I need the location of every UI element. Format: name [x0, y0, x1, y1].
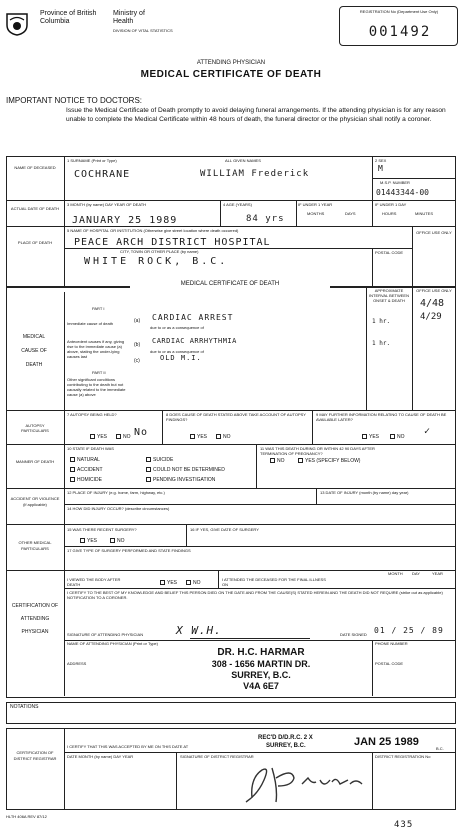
physician-address-stamp-2: SURREY, B.C. [231, 670, 291, 680]
notice-body: Issue the Medical Certificate of Death promptly to avoid delaying funeral arrangements. If the attending physician is for any reason unable to complete the Medical Certificate within 48 hours of death, the funeral director or the physician shall notify a coroner. [66, 107, 446, 123]
received-stamp-city: SURREY, B.C. [266, 743, 306, 749]
notations-box [6, 702, 456, 724]
age-value: 84 yrs [246, 214, 285, 224]
hospital-value: PEACE ARCH DISTRICT HOSPITAL [74, 237, 271, 248]
pregnancy-no[interactable]: NO [270, 458, 285, 464]
further-info-yes[interactable]: YES [362, 434, 379, 440]
medical-cause-section: MEDICAL CAUSE OF DEATH [21, 334, 47, 368]
ministry-label: Ministry of Health [113, 10, 145, 25]
date-of-death-section: ACTUAL DATE OF DEATH [10, 206, 60, 211]
registration-number: 001492 [368, 24, 432, 40]
physician-name-stamp: DR. H.C. HARMAR [217, 647, 305, 658]
sex-value: M [378, 164, 384, 173]
autopsy-section: AUTOPSY PARTICULARS [21, 423, 49, 433]
autopsy-findings-no[interactable]: NO [216, 434, 231, 440]
surgery-no[interactable]: NO [110, 538, 125, 544]
form-subtitle: ATTENDING PHYSICIAN [196, 60, 266, 66]
cause-heading: MEDICAL CERTIFICATE OF DEATH [130, 281, 330, 288]
manner-section: MANNER OF DEATH [15, 459, 55, 464]
surname-value: COCHRANE [74, 169, 131, 180]
manner-accident[interactable]: ACCIDENT [70, 467, 103, 473]
cause-a-value: CARDIAC ARREST [152, 313, 234, 322]
interval-b-value: 1 hr. [372, 340, 391, 347]
physician-address-stamp-3: V4A 6E7 [243, 681, 279, 691]
place-of-death-section: PLACE OF DEATH [17, 240, 53, 245]
division-label: DIVISION OF VITAL STATISTICS [113, 28, 173, 33]
city-value: WHITE ROCK, B.C. [84, 256, 229, 267]
msp-number-value: 01443344-00 [376, 188, 429, 197]
registrar-signature [232, 758, 372, 806]
viewed-body-yes[interactable]: YES [160, 580, 177, 586]
autopsy-answer: No [134, 427, 149, 438]
form-number: HLTH 406A REV 87/12 [6, 814, 47, 819]
physician-signature: X W.H. [176, 624, 222, 637]
name-of-deceased-section: NAME OF DECEASED [14, 165, 56, 170]
further-info-answer: ✓ [424, 426, 432, 437]
pregnancy-yes[interactable]: YES (SPECIFY BELOW) [298, 458, 360, 464]
manner-pending[interactable]: PENDING INVESTIGATION [146, 477, 215, 483]
province-label: Province of British Columbia [40, 10, 97, 25]
date-of-death-value: JANUARY 25 1989 [72, 215, 178, 226]
other-medical-section: OTHER MEDICAL PARTICULARS [18, 540, 52, 551]
page-mark: 435 [394, 820, 414, 830]
autopsy-yes[interactable]: YES [90, 434, 107, 440]
cause-b-value: CARDIAC ARRHYTHMIA [152, 337, 237, 345]
given-names-value: WILLIAM Frederick [200, 169, 310, 179]
office-code-2: 4/29 [420, 312, 442, 322]
autopsy-findings-yes[interactable]: YES [190, 434, 207, 440]
physician-address-stamp-1: 308 - 1656 MARTIN DR. [211, 659, 311, 669]
manner-natural[interactable]: NATURAL [70, 457, 100, 463]
manner-undetermined[interactable]: COULD NOT BE DETERMINED [146, 467, 225, 473]
bc-crest-logo [6, 12, 28, 36]
form-title: MEDICAL CERTIFICATE OF DEATH [140, 69, 322, 80]
registrar-section: CERTIFICATION OF DISTRICT REGISTRAR [13, 750, 57, 761]
interval-a-value: 1 hr. [372, 318, 391, 325]
viewed-body-no[interactable]: NO [186, 580, 201, 586]
cause-c-value: OLD M.I. [160, 354, 202, 362]
notice-heading: IMPORTANT NOTICE TO DOCTORS: [6, 96, 143, 105]
accident-section: ACCIDENT OR VIOLENCE (if applicable) [10, 496, 60, 507]
received-stamp: REC'D D/D.R.C. 2 X [258, 735, 313, 741]
certification-section: CERTIFICATION OF ATTENDING PHYSICIAN [11, 603, 59, 635]
received-date-stamp: JAN 25 1989 [354, 736, 419, 748]
autopsy-no[interactable]: NO [116, 434, 131, 440]
manner-homicide[interactable]: HOMICIDE [70, 477, 102, 483]
office-code-1: 4/48 [420, 298, 445, 309]
date-signed-value: 01 / 25 / 89 [374, 626, 444, 635]
registration-label: REGISTRATION No (Department Use Only) [359, 9, 439, 14]
further-info-no[interactable]: NO [390, 434, 405, 440]
manner-suicide[interactable]: SUICIDE [146, 457, 173, 463]
surgery-yes[interactable]: YES [80, 538, 97, 544]
